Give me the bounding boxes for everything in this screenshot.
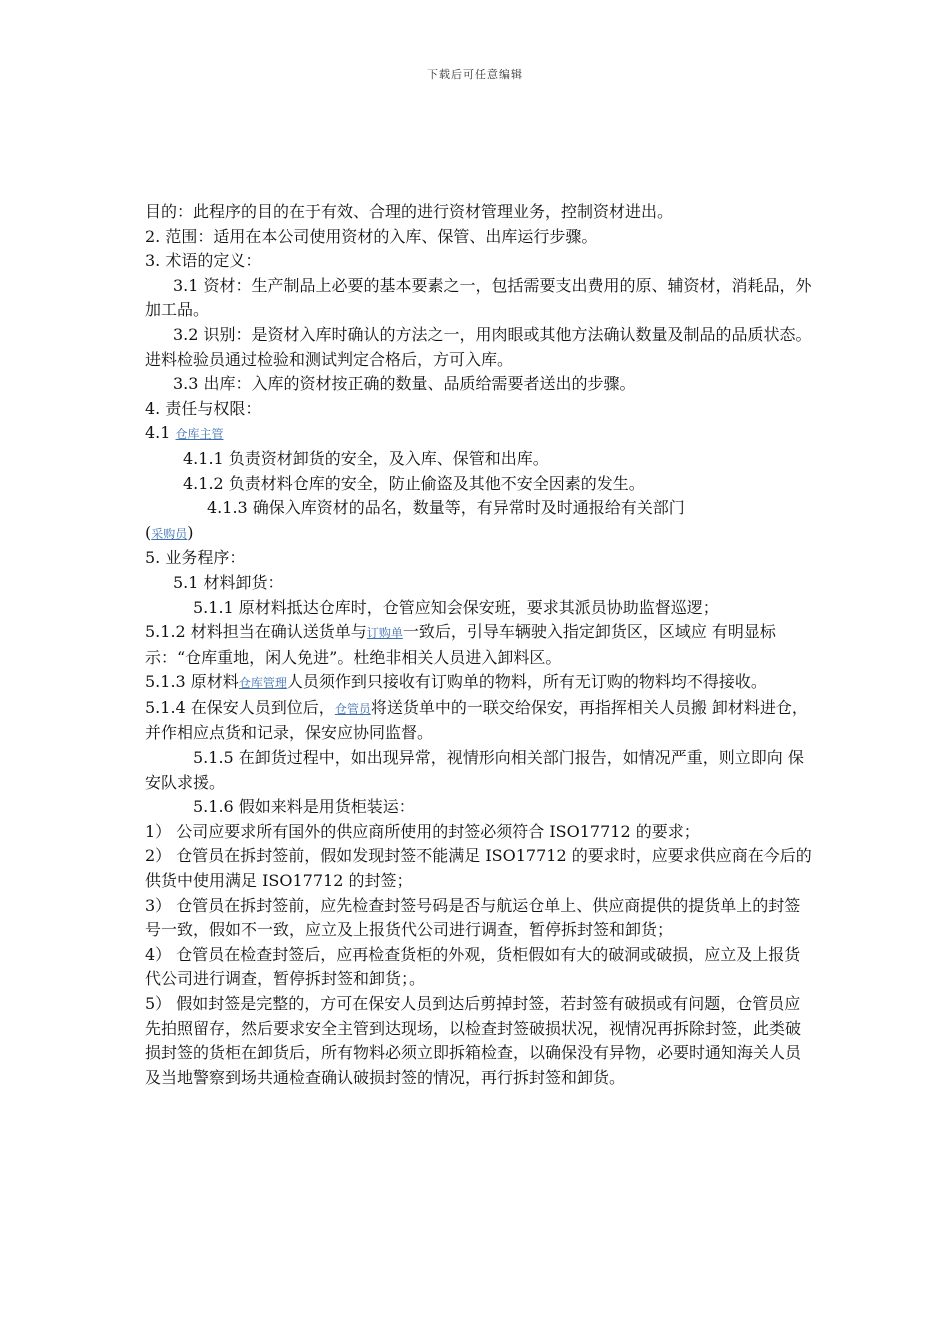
warehouse-management-link[interactable]: 仓库管理 — [238, 676, 287, 691]
page-header: 下载后可任意编辑 — [427, 68, 523, 81]
document-body — [145, 200, 815, 1090]
section-4-1-2: 4.1.2 负责材料仓库的安全，防止偷盗及其他不安全因素的发生。 — [183, 473, 645, 493]
warehouse-supervisor-link[interactable]: 仓库主管 — [175, 427, 224, 442]
term-materials: 3.1 资材：生产制品上必要的基本要素之一，包括需要支出费用的原、辅资材，消耗品，外加工品。 — [145, 275, 812, 320]
scope-line: 2. 范围：适用在本公司使用资材的入库、保管、出库运行步骤。 — [145, 226, 598, 246]
term-identification: 3.2 识别：是资材入库时确认的方法之一，用肉眼或其他方法确认数量及制品的品质状态。进料检验员通过检验和测试判定合格后，方可入库。 — [145, 324, 812, 369]
section-5-1: 5.1 材料卸货： — [173, 572, 284, 592]
purchaser-link[interactable]: 采购员 — [151, 526, 188, 541]
purchase-order-link[interactable]: 订购单 — [366, 626, 403, 641]
procedure-heading: 5. 业务程序： — [145, 548, 246, 568]
section-5-1-4-a: 5.1.4 在保安人员到位后， — [145, 697, 335, 717]
section-4-1-number: 4.1 — [145, 423, 176, 443]
section-4-1 — [145, 421, 815, 447]
section-4-1-1: 4.1.1 负责资材卸货的安全，及入库、保管和出库。 — [183, 448, 549, 468]
section-5-1-3-b: 人员须作到只接收有订购单的物料，所有无订购的物料均不得接收。 — [286, 672, 767, 692]
section-5-1-3 — [145, 670, 815, 696]
item-3: 3） 仓管员在拆封签前，应先检查封签号码是否与航运仓单上、供应商提供的提货单上的封签号一致，假如不一致，应立及上报货代公司进行调查，暂停拆封签和卸货； — [145, 895, 801, 940]
paren-open: ( — [145, 522, 152, 542]
section-5-1-1: 5.1.1 原材料抵达仓库时，仓管应知会保安班，要求其派员协助监督巡逻； — [193, 597, 719, 617]
section-5-1-2-a: 5.1.2 材料担当在确认送货单与 — [145, 622, 367, 642]
section-5-1-4-b: 将送货单中的一联交给保安，再指挥相关人员搬 卸材料进仓，并作相应点货和记录，保安应协同监督。 — [145, 697, 808, 743]
purpose-line: 目的：此程序的目的在于有效、合理的进行资材管理业务，控制资材进出。 — [145, 202, 674, 221]
section-4-1-3-cont — [145, 521, 815, 547]
item-5: 5） 假如封签是完整的，方可在保安人员到达后剪掉封签，若封签有破损或有问题，仓管员应先拍照留存，然后要求安全主管到达现场，以检查封签破损状况，视情况再拆除封签，此类破损封签的货柜在卸货后，所有物料必须立即拆箱检查，以确保没有异物，必要时通知海关人员及当地警察到场共通检查确认破损封签的情况，再行拆封签和卸货。 — [145, 994, 802, 1087]
section-5-1-5: 5.1.5 在卸货过程中，如出现异常，视情形向相关部门报告，如情况严重，则立即向 保安队求援。 — [145, 748, 804, 792]
item-2: 2） 仓管员在拆封签前，假如发现封签不能满足 ISO17712 的要求时，应要求供应商在今后的供货中使用满足 ISO17712 的封签； — [145, 846, 812, 891]
section-5-1-4 — [145, 696, 815, 746]
section-5-1-3-a: 5.1.3 原材料 — [145, 672, 239, 692]
item-1: 1） 公司应要求所有国外的供应商所使用的封签必须符合 ISO17712 的要求； — [145, 821, 700, 841]
section-5-1-2 — [145, 620, 815, 670]
term-outbound: 3.3 出库：入库的资材按正确的数量、品质给需要者送出的步骤。 — [173, 374, 636, 394]
responsibility-heading: 4. 责任与权限： — [145, 398, 262, 418]
item-4: 4） 仓管员在检查封签后，应再检查货柜的外观，货柜假如有大的破洞或破损，应立及上报货代公司进行调查，暂停拆封签和卸货；。 — [145, 944, 801, 989]
terms-heading: 3. 术语的定义： — [145, 251, 262, 271]
warehouse-keeper-link[interactable]: 仓管员 — [334, 701, 371, 716]
section-5-1-6: 5.1.6 假如来料是用货柜装运： — [193, 797, 415, 817]
paren-close: ) — [187, 522, 194, 542]
section-4-1-3: 4.1.3 确保入库资材的品名，数量等，有异常时及时通报给有关部门 — [207, 498, 685, 518]
section-5-1-2-b: 一致后，引导车辆驶入指定卸货区，区域应 有明显标示：“仓库重地，闲人免进”。杜绝非相关人员进入卸料区。 — [145, 622, 776, 667]
